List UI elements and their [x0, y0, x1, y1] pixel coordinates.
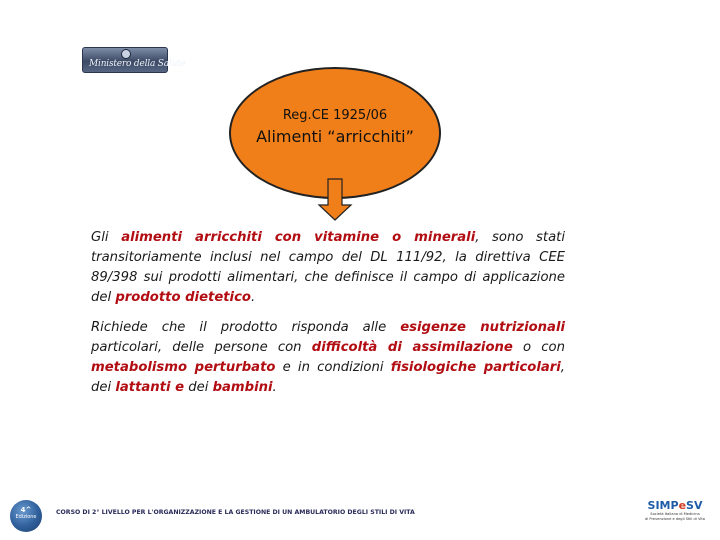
logo-script-text: Ministero della Salute — [89, 59, 186, 69]
text-span: dei — [184, 380, 213, 395]
course-title: CORSO DI 2° LIVELLO PER L'ORGANIZZAZIONE E LA GESTIONE DI UN AMBULATORIO DEGLI STILI DI VITA — [56, 509, 415, 516]
regulation-label: Reg.CE 1925/06 — [282, 108, 388, 123]
edition-number: 4^ — [20, 506, 32, 514]
slide-subtitle: Alimenti “arricchiti” — [256, 127, 414, 146]
text-span: particolari, delle persone con — [91, 340, 312, 355]
down-arrow-icon — [318, 179, 352, 221]
highlight-span: bambini — [212, 380, 273, 395]
highlight-span: esigenze nutrizionali — [400, 320, 565, 335]
highlight-span: metabolismo perturbato — [91, 360, 276, 375]
text-span: Richiede che il prodotto risponda alle — [91, 320, 401, 335]
highlight-span: fisiologiche particolari — [390, 360, 561, 375]
paragraph-1 — [91, 228, 565, 308]
body-text — [91, 228, 565, 408]
text-span: , sono stati transitoriamente inclusi nel campo del DL 111/92, la direttiva CEE 89/398 sui prodotti alimentari, che definisce il campo di applicazione del — [91, 230, 565, 305]
text-span: e in condizioni — [275, 360, 391, 375]
highlight-span: lattanti e — [115, 380, 185, 395]
society-subtitle-1: Società Italiana di Medicina — [650, 512, 700, 516]
edition-badge — [10, 500, 42, 532]
edition-label: Edizione — [15, 514, 37, 520]
crest-icon — [121, 49, 131, 59]
society-name-part: SIMP — [647, 499, 679, 512]
highlight-span: alimenti arricchiti con vitamine o minerali — [121, 230, 476, 245]
society-name — [640, 500, 710, 512]
text-span: o con — [512, 340, 565, 355]
text-span: Gli — [91, 230, 122, 245]
text-span: . — [272, 380, 277, 395]
highlight-span: prodotto dietetico — [115, 290, 251, 305]
society-name-part: SV — [686, 499, 703, 512]
highlight-span: difficoltà di assimilazione — [311, 340, 513, 355]
society-name-part: e — [678, 499, 687, 512]
paragraph-2 — [91, 318, 565, 398]
text-span: . — [250, 290, 256, 305]
society-subtitle-2: di Prevenzione e degli Stili di Vita — [645, 517, 705, 521]
simpesv-logo — [640, 500, 710, 534]
ministry-logo — [82, 47, 186, 73]
text-span: , dei — [91, 360, 565, 395]
